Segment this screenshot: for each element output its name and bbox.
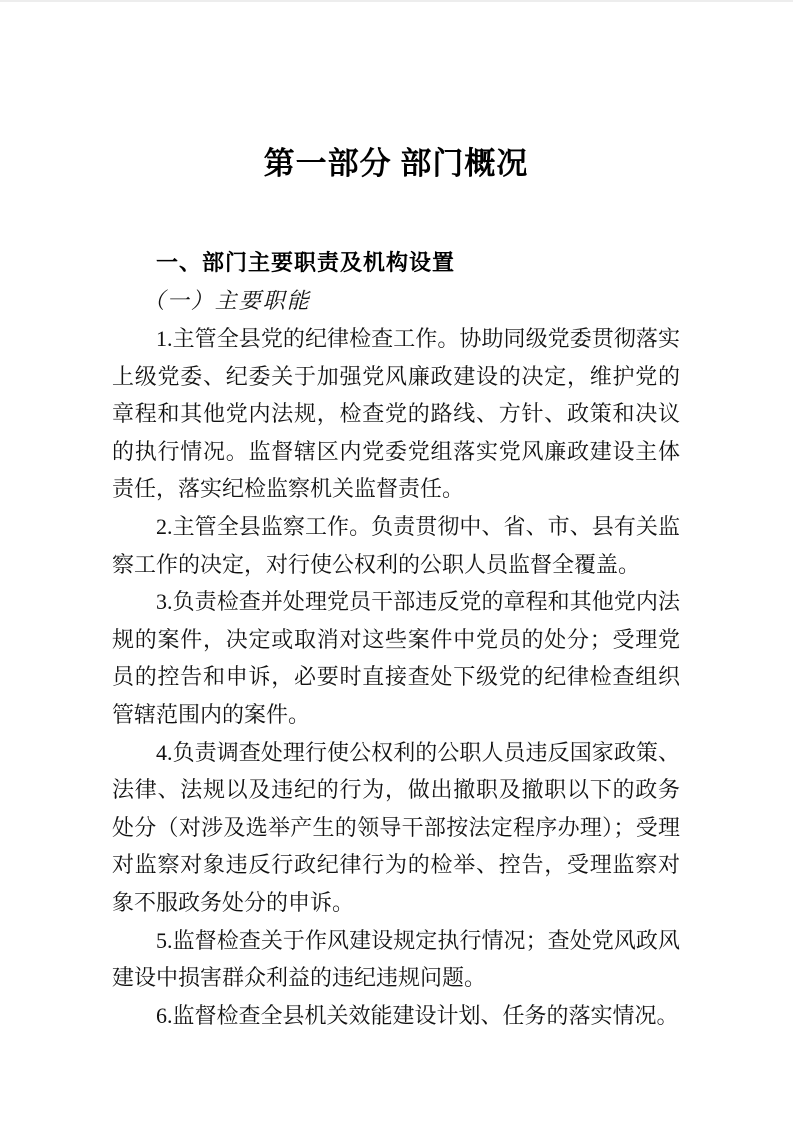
body-paragraphs — [112, 320, 680, 1034]
paragraph: 3.负责检查并处理党员干部违反党的章程和其他党内法规的案件，决定或取消对这些案件中党员的处分；受理党员的控告和申诉，必要时直接查处下级党的纪律检查组织管辖范围内的案件。 — [112, 589, 680, 727]
subsection-heading: （一）主要职能 — [142, 288, 311, 313]
paragraph: 5.监督检查关于作风建设规定执行情况；查处党风政风建设中损害群众利益的违纪违规问题。 — [112, 927, 680, 991]
paragraph: 6.监督检查全县机关效能建设计划、任务的落实情况。 — [156, 1002, 679, 1028]
document-title: 第一部分 部门概况 — [263, 146, 529, 181]
paragraph: 2.主管全县监察工作。负责贯彻中、省、市、县有关监察工作的决定，对行使公权利的公职人员监督全覆盖。 — [112, 513, 680, 577]
paragraph: 1.主管全县党的纪律检查工作。协助同级党委贯彻落实上级党委、纪委关于加强党风廉政建设的决定，维护党的章程和其他党内法规，检查党的路线、方针、政策和决议的执行情况。监督辖区内党委党组落实党风廉政建设主体责任，落实纪检监察机关监督责任。 — [112, 326, 680, 502]
paragraph: 4.负责调查处理行使公权利的公职人员违反国家政策、法律、法规以及违纪的行为，做出撤职及撤职以下的政务处分（对涉及选举产生的领导干部按法定程序办理）；受理对监察对象违反行政纪律行为的检举、控告，受理监察对象不服政务处分的申诉。 — [112, 739, 680, 915]
section-heading: 一、部门主要职责及机构设置 — [156, 250, 456, 275]
